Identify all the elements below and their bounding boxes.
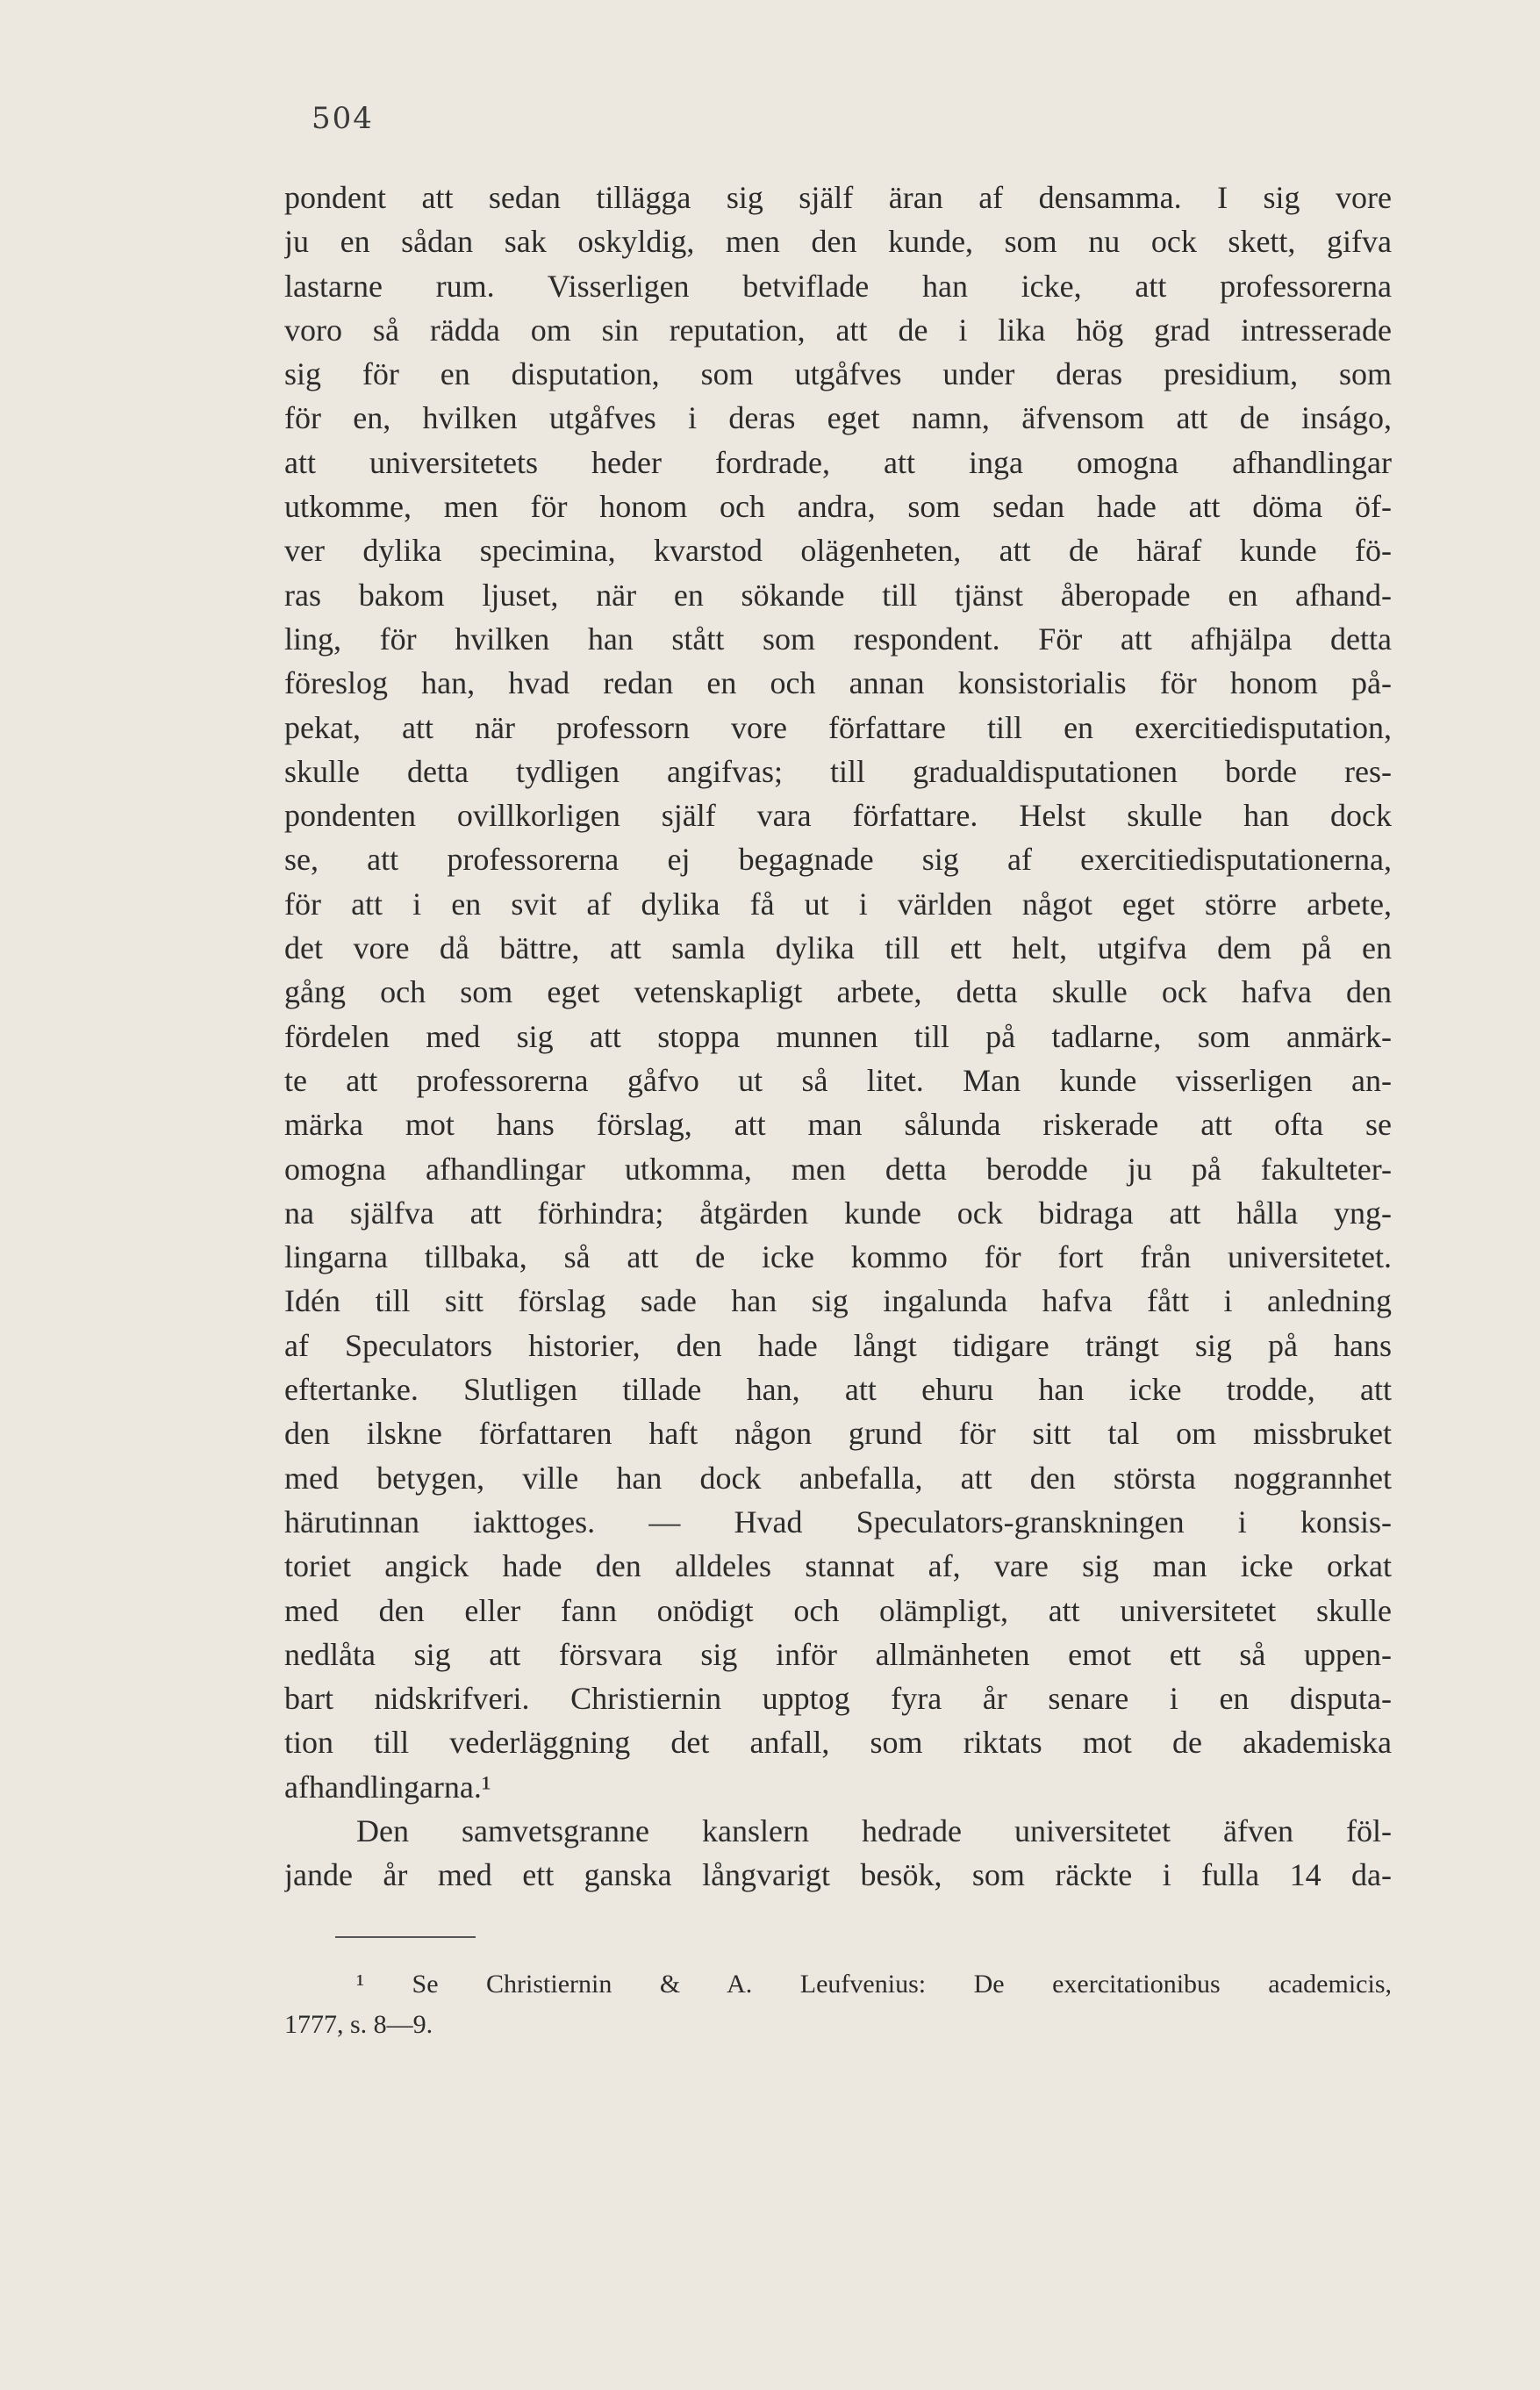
text-line: pondenten ovillkorligen själf vara författare. Helst skulle han dock [284,798,1392,834]
footnotes [284,1964,1392,2045]
text-line: för att i en svit af dylika få ut i världen något eget större arbete, [284,886,1392,922]
text-line: tion till vederläggning det anfall, som riktats mot de akademiska [284,1725,1392,1761]
footnote-divider [335,1936,476,1938]
text-line: lastarne rum. Visserligen betviflade han icke, att professorerna [284,268,1392,304]
text-line: med den eller fann onödigt och olämpligt, att universitetet skulle [284,1592,1392,1628]
text-line: utkomme, men för honom och andra, som sedan hade att döma öf- [284,489,1392,525]
text-line: na själfva att förhindra; åtgärden kunde ock bidraga att hålla yng- [284,1195,1392,1231]
text-line: ras bakom ljuset, när en sökande till tjänst åberopade en afhand- [284,577,1392,613]
text-line: afhandlingarna.¹ [284,1769,491,1805]
text-line: eftertanke. Slutligen tillade han, att ehuru han icke trodde, att [284,1372,1392,1408]
text-line: voro så rädda om sin reputation, att de i lika hög grad intresserade [284,312,1392,348]
footnote-line: ¹ Se Christiernin & A. Leufvenius: De exercitationibus academicis, [356,1970,1392,1999]
text-line: se, att professorerna ej begagnade sig af exercitiedisputationerna, [284,842,1392,878]
text-line: den ilskne författaren haft någon grund för sitt tal om missbruket [284,1416,1392,1452]
text-line: ling, för hvilken han stått som respondent. För att afhjälpa detta [284,621,1392,657]
text-line: för en, hvilken utgåfves i deras eget namn, äfvensom att de inságo, [284,400,1392,436]
text-line: ver dylika specimina, kvarstod olägenheten, att de häraf kunde fö- [284,533,1392,569]
text-line: nedlåta sig att försvara sig inför allmänheten emot ett så uppen- [284,1636,1392,1672]
text-line: Den samvetsgranne kanslern hedrade universitetet äfven föl- [356,1812,1392,1848]
text-line: af Speculators historier, den hade långt tidigare trängt sig på hans [284,1327,1392,1363]
text-line: föreslog han, hvad redan en och annan konsistorialis för honom på- [284,665,1392,701]
text-line: märka mot hans förslag, att man sålunda riskerade att ofta se [284,1107,1392,1143]
text-line: jande år med ett ganska långvarigt besök, som räckte i fulla 14 da- [284,1857,1392,1893]
text-line: Idén till sitt förslag sade han sig ingalunda hafva fått i anledning [284,1283,1392,1319]
footnote-line: 1777, s. 8—9. [284,2010,433,2039]
page-number: 504 [312,101,374,136]
text-line: toriet angick hade den alldeles stannat af, vare sig man icke orkat [284,1548,1392,1584]
text-line: härutinnan iakttoges. — Hvad Speculators-granskningen i konsis- [284,1504,1392,1540]
text-line: pondent att sedan tillägga sig själf äran af densamma. I sig vore [284,180,1392,215]
text-line: omogna afhandlingar utkomma, men detta berodde ju på fakulteter- [284,1151,1392,1187]
text-line: pekat, att när professorn vore författare till en exercitiedisputation, [284,709,1392,745]
text-line: bart nidskrifveri. Christiernin upptog fyra år senare i en disputa- [284,1681,1392,1717]
text-line: fördelen med sig att stoppa munnen till på tadlarne, som anmärk- [284,1018,1392,1054]
text-line: lingarna tillbaka, så att de icke kommo för fort från universitetet. [284,1239,1392,1275]
body-text [284,176,1392,1898]
text-line: med betygen, ville han dock anbefalla, att den största noggrannhet [284,1460,1392,1496]
text-line: sig för en disputation, som utgåfves under deras presidium, som [284,356,1392,392]
text-line: att universitetets heder fordrade, att inga omogna afhandlingar [284,444,1392,480]
text-line: te att professorerna gåfvo ut så litet. Man kunde visserligen an- [284,1062,1392,1098]
text-line: skulle detta tydligen angifvas; till gradualdisputationen borde res- [284,753,1392,789]
text-line: det vore då bättre, att samla dylika till ett helt, utgifva dem på en [284,930,1392,966]
text-line: ju en sådan sak oskyldig, men den kunde, som nu ock skett, gifva [284,224,1392,260]
text-line: gång och som eget vetenskapligt arbete, detta skulle ock hafva den [284,974,1392,1010]
